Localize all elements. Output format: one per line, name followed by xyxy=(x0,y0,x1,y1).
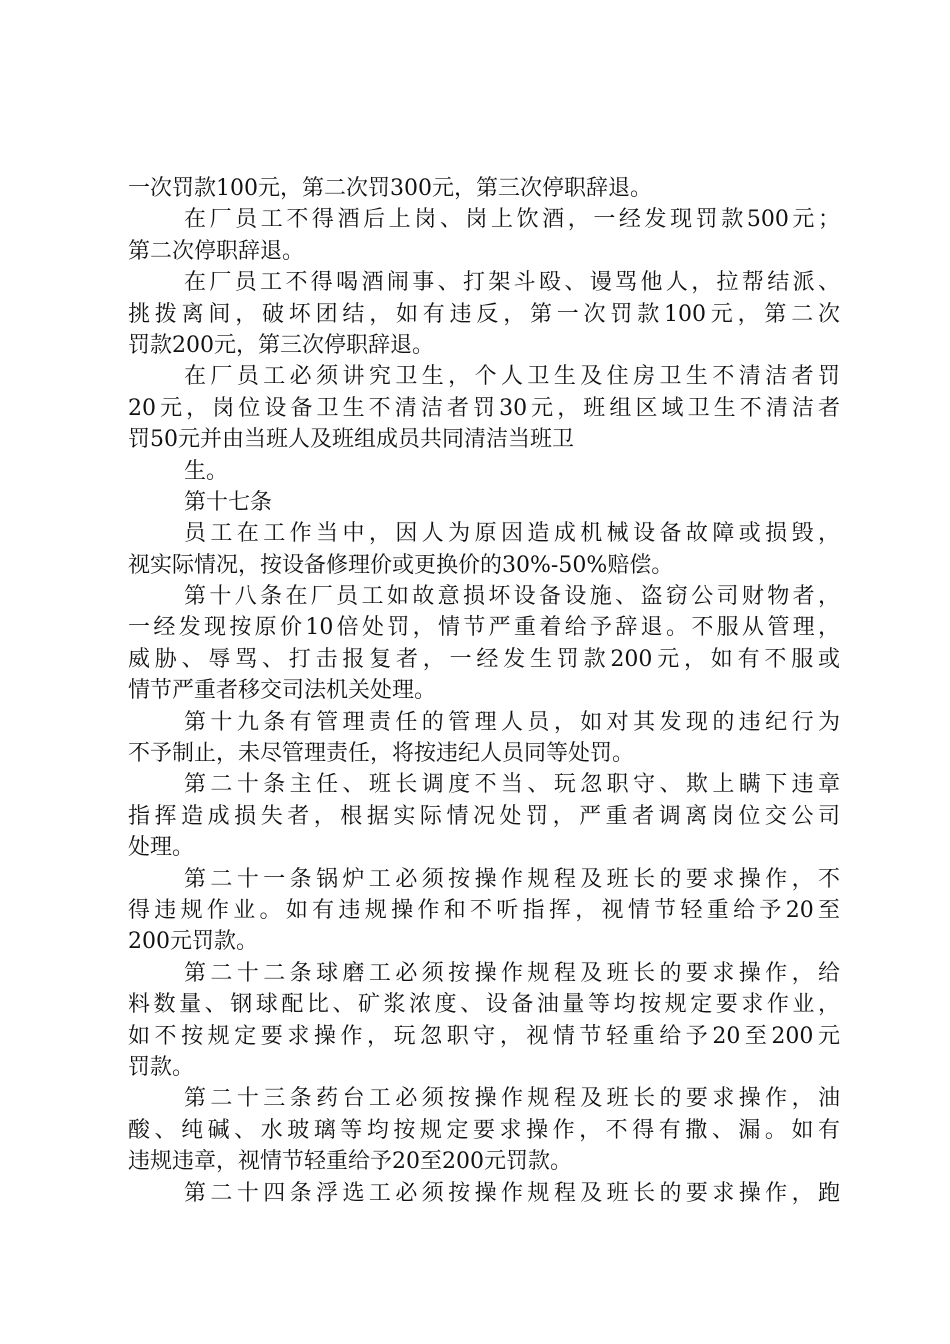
text-line: 第二十二条球磨工必须按操作规程及班长的要求操作，给 xyxy=(184,960,840,986)
text-line: 挑拨离间，破坏团结，如有违反，第一次罚款100元，第二次 xyxy=(128,301,840,327)
text-line: 在厂员工必须讲究卫生，个人卫生及住房卫生不清洁者罚 xyxy=(184,364,840,390)
text-line: 不予制止，未尽管理责任，将按违纪人员同等处罚。 xyxy=(128,741,635,767)
text-line: 一次罚款100元，第二次罚300元，第三次停职辞退。 xyxy=(128,176,652,201)
text-line: 第十八条在厂员工如故意损坏设备设施、盗窃公司财物者， xyxy=(184,584,840,610)
text-line: 在厂员工不得喝酒闹事、打架斗殴、谩骂他人，拉帮结派、 xyxy=(184,270,840,296)
text-line: 在厂员工不得酒后上岗、岗上饮酒，一经发现罚款500元； xyxy=(184,207,840,233)
text-line: 200元罚款。 xyxy=(128,929,258,955)
text-line: 料数量、钢球配比、矿浆浓度、设备油量等均按规定要求作业， xyxy=(128,992,840,1018)
text-line: 罚款200元，第三次停职辞退。 xyxy=(128,332,434,358)
text-line: 第二十一条锅炉工必须按操作规程及班长的要求操作，不 xyxy=(184,866,840,892)
text-line: 违规违章，视情节轻重给予20至200元罚款。 xyxy=(128,1149,572,1175)
text-line: 第十九条有管理责任的管理人员，如对其发现的违纪行为 xyxy=(184,709,840,735)
text-line: 生。 xyxy=(184,458,229,484)
text-line: 视实际情况，按设备修理价或更换价的30%-50%赔偿。 xyxy=(128,552,674,578)
text-line: 如不按规定要求操作，玩忽职守，视情节轻重给予20至200元 xyxy=(128,1023,840,1049)
text-line: 一经发现按原价10倍处罚，情节严重着给予辞退。不服从管理， xyxy=(128,615,840,641)
text-line: 员工在工作当中，因人为原因造成机械设备故障或损毁， xyxy=(184,521,840,547)
text-line: 处理。 xyxy=(128,835,195,861)
text-line: 得违规作业。如有违规操作和不听指挥，视情节轻重给予20至 xyxy=(128,897,840,923)
text-line: 20元，岗位设备卫生不清洁者罚30元，班组区域卫生不清洁者 xyxy=(128,395,840,421)
text-line: 第二次停职辞退。 xyxy=(128,238,305,264)
text-line: 第十七条 xyxy=(184,489,273,515)
document-body xyxy=(128,173,840,1209)
text-line: 第二十三条药台工必须按操作规程及班长的要求操作，油 xyxy=(184,1086,840,1112)
text-line: 指挥造成损失者，根据实际情况处罚，严重者调离岗位交公司 xyxy=(128,803,840,829)
text-line: 情节严重者移交司法机关处理。 xyxy=(128,678,437,704)
text-line: 第二十条主任、班长调度不当、玩忽职守、欺上瞒下违章 xyxy=(184,772,840,798)
text-line: 酸、纯碱、水玻璃等均按规定要求操作，不得有撒、漏。如有 xyxy=(128,1117,840,1143)
text-line: 罚款。 xyxy=(128,1054,195,1080)
text-line: 罚50元并由当班人及班组成员共同清洁当班卫 xyxy=(128,427,574,453)
text-line: 威胁、辱骂、打击报复者，一经发生罚款200元，如有不服或 xyxy=(128,646,840,672)
text-line: 第二十四条浮选工必须按操作规程及班长的要求操作，跑 xyxy=(184,1180,840,1206)
